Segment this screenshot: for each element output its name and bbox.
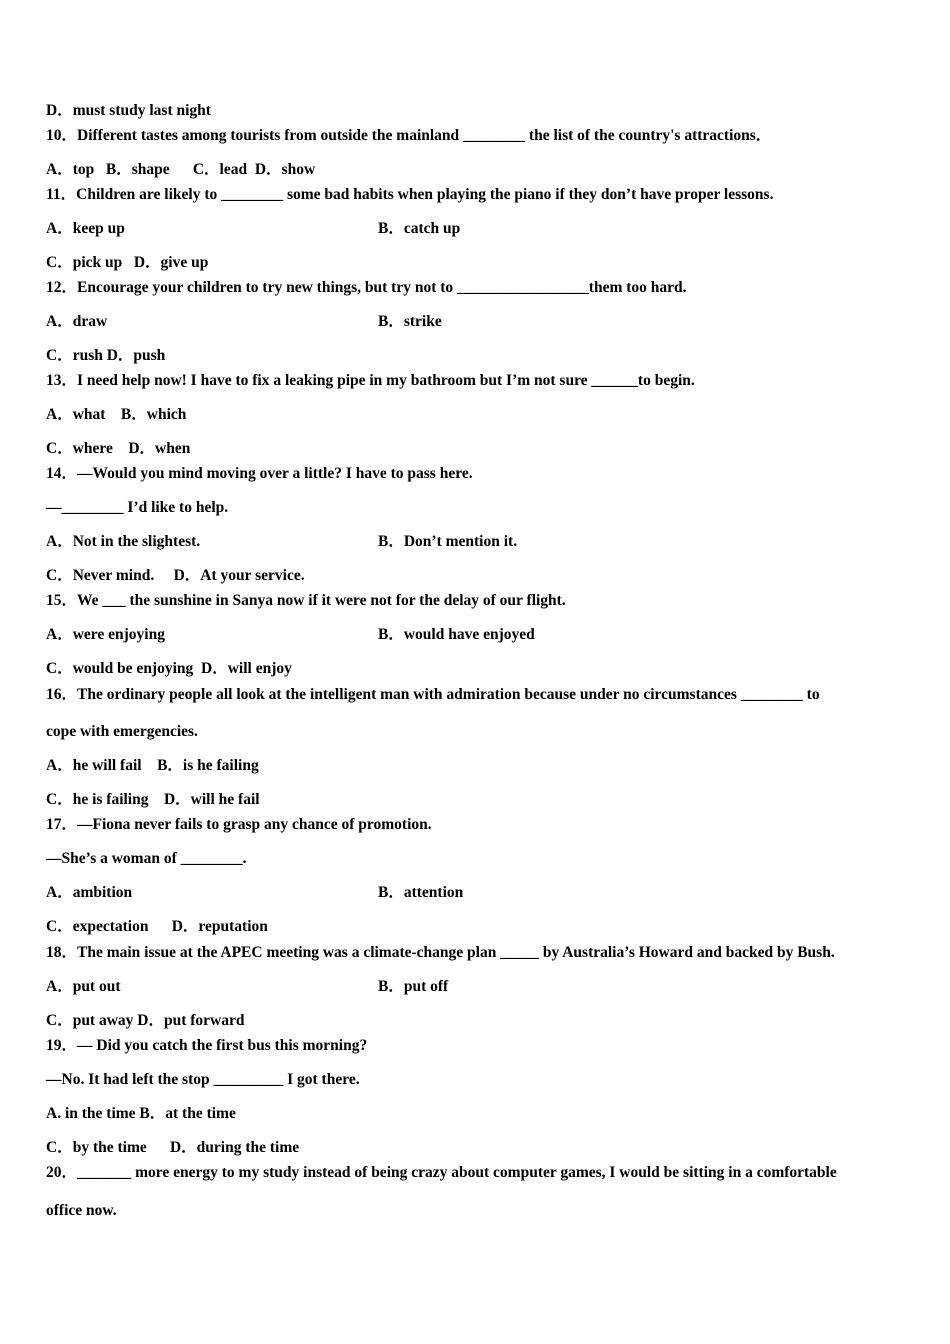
options-line [46,532,910,552]
line-text: 19．— Did you catch the first bus this morning? [46,1037,368,1054]
options-line [46,160,910,180]
line-text: —No. It had left the stop _________ I got there. [46,1071,360,1088]
options-line [46,1011,910,1031]
line-text: A. in the time B．at the time [46,1105,236,1122]
options-line [46,405,910,425]
line-text: 10．Different tastes among tourists from outside the mainland ________ the list of the country's attractions． [46,127,772,144]
option-b: B．strike [378,313,442,330]
line-text: C．pick up D．give up [46,254,209,271]
question-13 [46,371,910,391]
line-text: 15．We ___ the sunshine in Sanya now if it were not for the delay of our flight. [46,592,566,609]
option-b: B．Don’t mention it. [378,533,518,550]
line-text: C．rush D．push [46,347,166,364]
question-17 [46,815,910,835]
options-line [46,756,910,776]
line-text: 18．The main issue at the APEC meeting was a climate-change plan _____ by Australia’s Howard and backed by Bush. [46,944,835,961]
option-a: A．were enjoying [46,626,165,643]
options-line [46,346,910,366]
line-text: C．he is failing D．will he fail [46,791,260,808]
question-12 [46,278,910,298]
options-line [46,253,910,273]
options-line [46,219,910,239]
options-line [46,312,910,332]
line-text: 12．Encourage your children to try new things, but try not to _________________them too hard. [46,279,687,296]
line-text: C．would be enjoying D．will enjoy [46,660,292,677]
options-line [46,625,910,645]
options-line [46,917,910,937]
options-line [46,977,910,997]
option-b: B．put off [378,978,449,995]
options-line [46,566,910,586]
options-line [46,1104,910,1124]
dialogue-line [46,498,910,518]
question-18 [46,943,910,963]
question-16 [46,685,910,705]
line-text: D．must study last night [46,102,211,119]
line-text: A．top B．shape C．lead D．show [46,161,316,178]
line-text: 14．—Would you mind moving over a little? I have to pass here. [46,465,473,482]
option-a: A．draw [46,313,108,330]
dialogue-line [46,1070,910,1090]
question-11 [46,185,910,205]
options-line [46,439,910,459]
options-line [46,659,910,679]
line-text: C．expectation D．reputation [46,918,268,935]
line-text: office now. [46,1202,117,1219]
line-text: 16．The ordinary people all look at the intelligent man with admiration because under no circumstances ________ to [46,686,820,703]
line-text: A．what B．which [46,406,187,423]
question-14 [46,464,910,484]
question-15 [46,591,910,611]
line-text: C．put away D．put forward [46,1012,245,1029]
text-line [46,101,910,121]
option-b: B．attention [378,884,464,901]
line-text: C．Never mind. D．At your service. [46,567,305,584]
option-a: A．put out [46,978,121,995]
option-b: B．would have enjoyed [378,626,535,643]
options-line [46,1138,910,1158]
text-line [46,1201,910,1221]
line-text: C．by the time D．during the time [46,1139,300,1156]
dialogue-line [46,849,910,869]
option-a: A．keep up [46,220,125,237]
option-b: B．catch up [378,220,461,237]
line-text: —She’s a woman of ________. [46,850,247,867]
options-line [46,883,910,903]
question-20 [46,1163,910,1183]
line-text: cope with emergencies. [46,723,198,740]
question-19 [46,1036,910,1056]
line-text: —________ I’d like to help. [46,499,229,516]
option-a: A．Not in the slightest. [46,533,201,550]
question-10 [46,126,910,146]
line-text: A．he will fail B．is he failing [46,757,259,774]
option-a: A．ambition [46,884,133,901]
line-text: 20．_______ more energy to my study instead of being crazy about computer games, I would be sitting in a comfortable [46,1164,837,1181]
line-text: 17．—Fiona never fails to grasp any chance of promotion. [46,816,432,833]
text-line [46,722,910,742]
options-line [46,790,910,810]
line-text: C．where D．when [46,440,191,457]
line-text: 11．Children are likely to ________ some bad habits when playing the piano if they don’t have proper lessons. [46,186,774,203]
line-text: 13．I need help now! I have to fix a leaking pipe in my bathroom but I’m not sure ______to begin. [46,372,695,389]
